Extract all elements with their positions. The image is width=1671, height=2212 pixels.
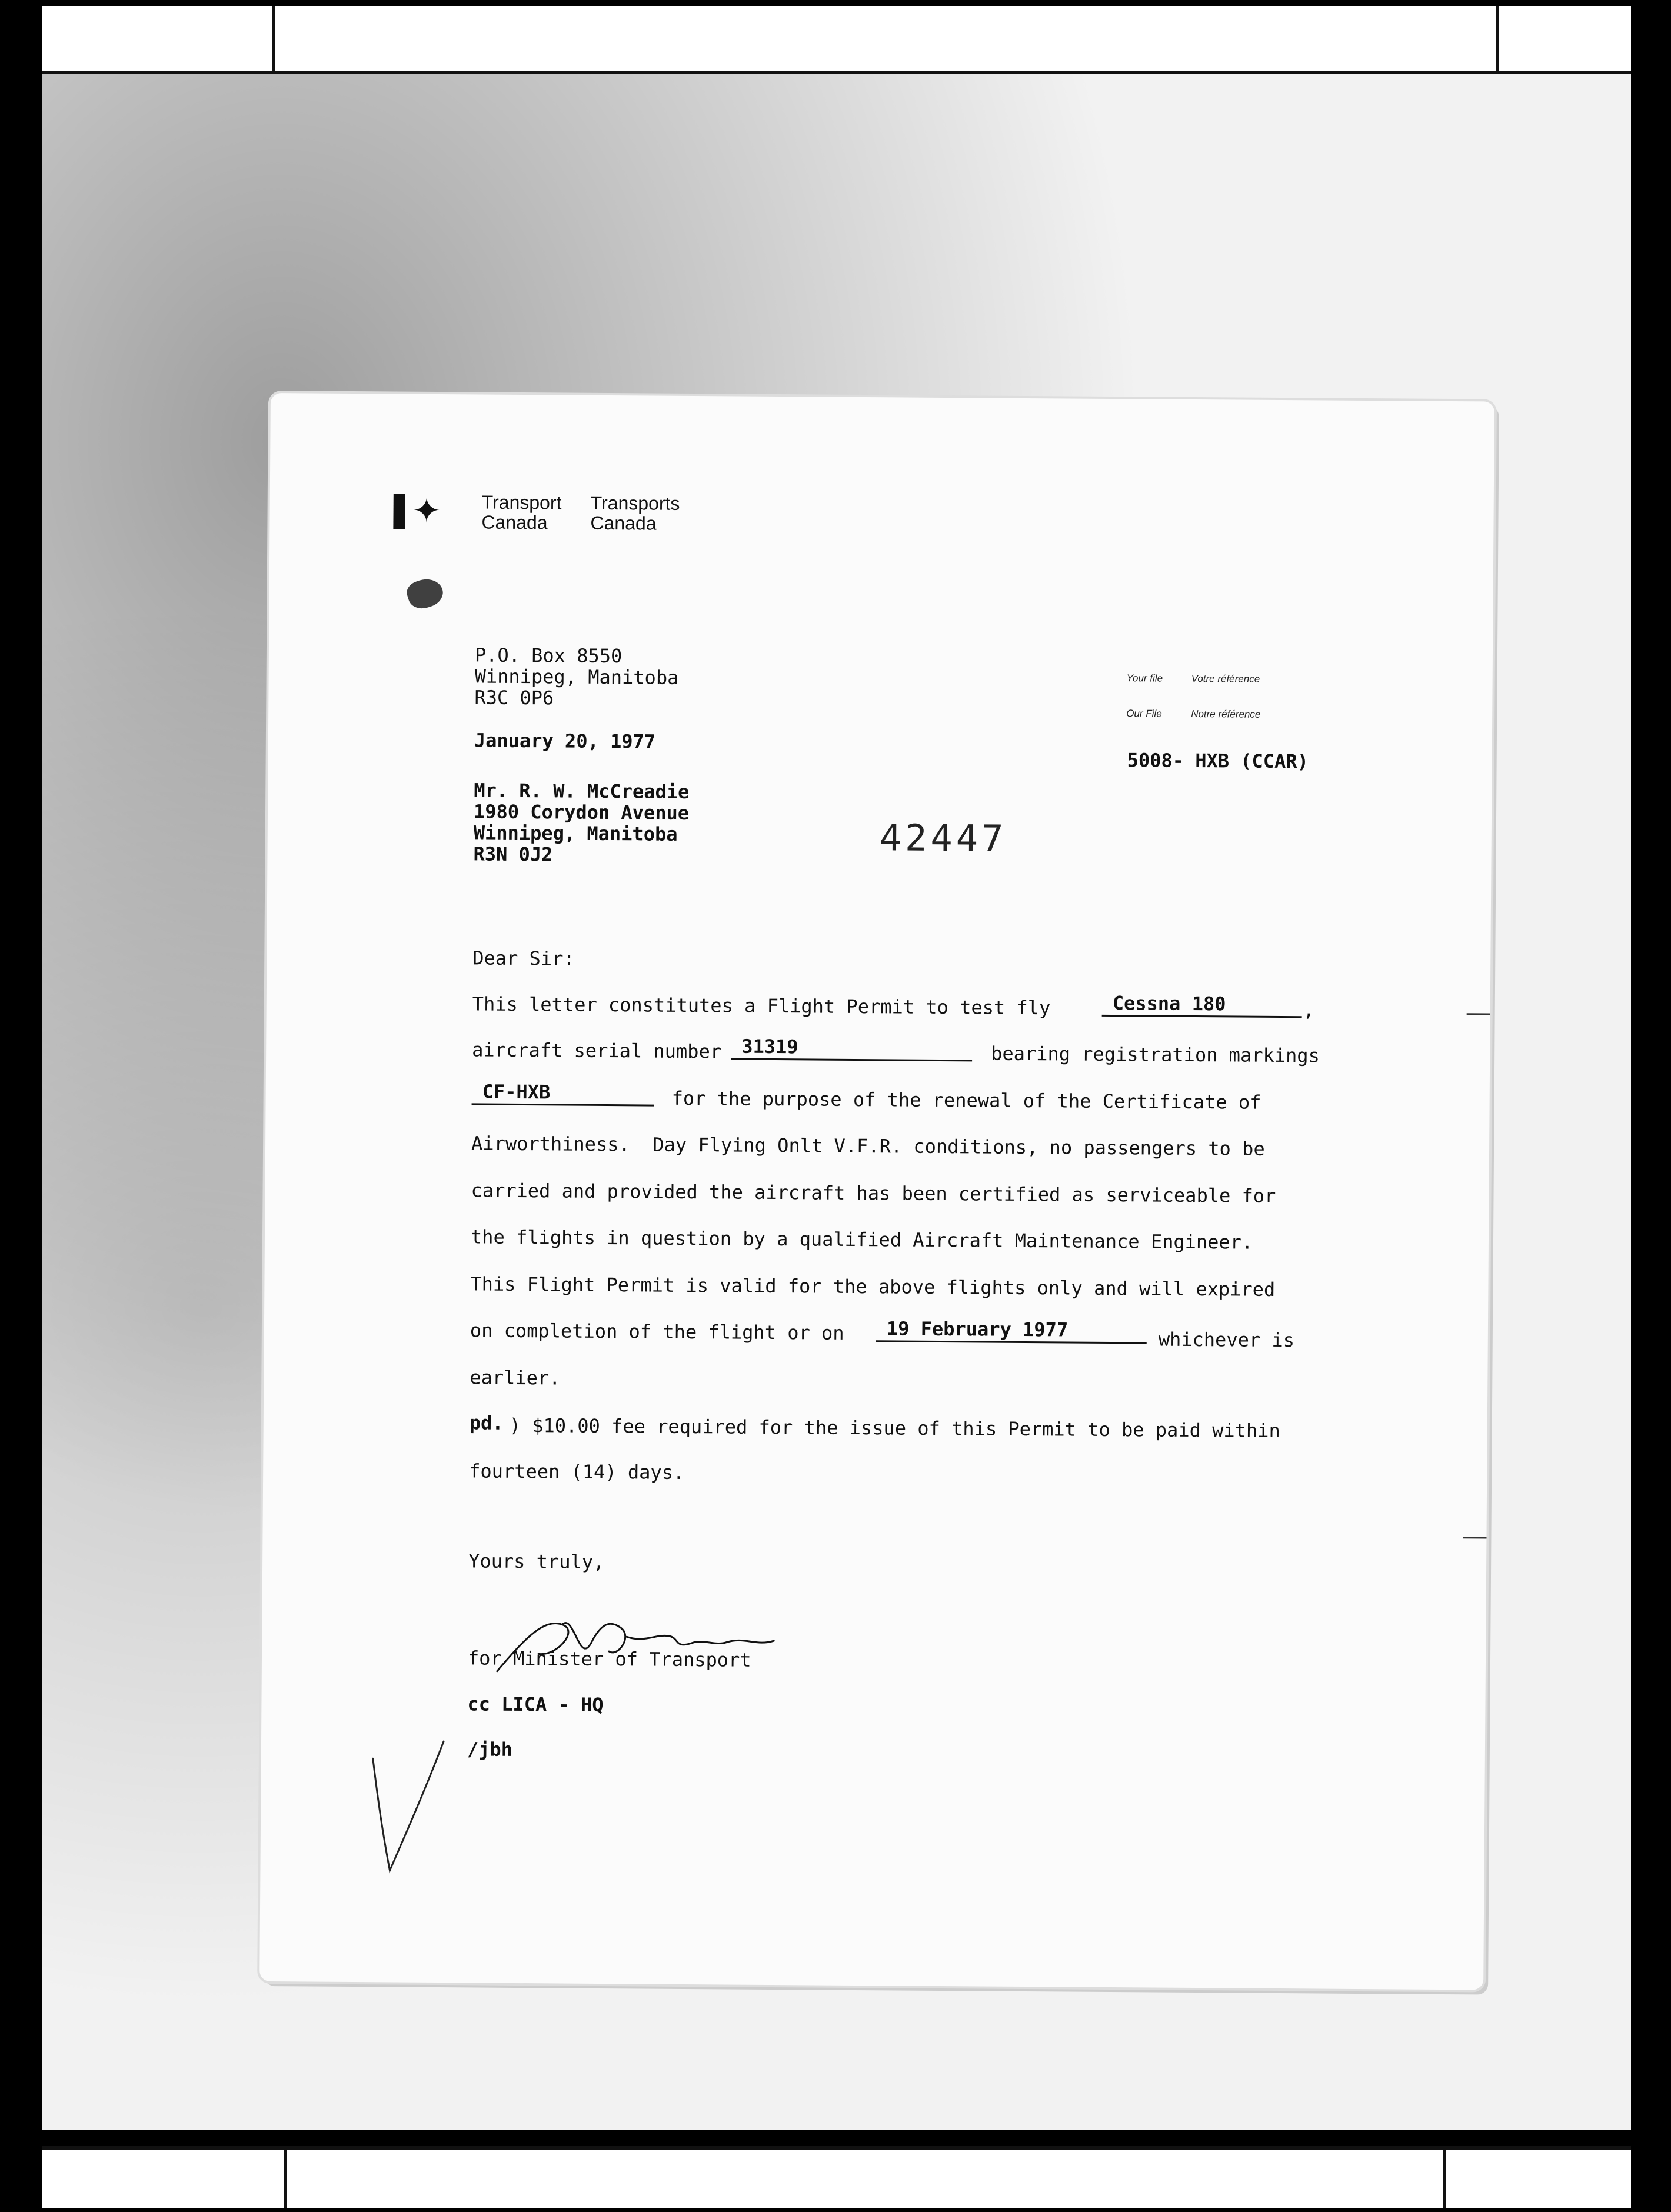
- body-line-2-end: bearing registration markings: [991, 1042, 1320, 1067]
- sender-address-line: P.O. Box 8550: [474, 644, 623, 668]
- sender-address-line: Winnipeg, Manitoba: [474, 665, 679, 689]
- body-line-5: carried and provided the aircraft has been certified as serviceable for: [471, 1179, 1276, 1207]
- body-line-2: aircraft serial number: [472, 1038, 722, 1063]
- body-line-8: on completion of the flight or on: [470, 1319, 844, 1344]
- margin-tick: [1463, 1537, 1486, 1538]
- your-file-label-fr: Votre référence: [1191, 672, 1260, 685]
- recipient-line: 1980 Corydon Avenue: [473, 800, 690, 824]
- handwritten-file-number: 42447: [879, 816, 1007, 860]
- org-name-en-2: Canada: [481, 511, 548, 534]
- body-line-7: This Flight Permit is valid for the above flights only and will expired: [470, 1272, 1276, 1301]
- body-line-10: ) $10.00 fee required for the issue of this Permit to be paid within: [509, 1414, 1280, 1443]
- letter-page: [259, 393, 1494, 1990]
- body-line-6: the flights in question by a qualified Aircraft Maintenance Engineer.: [470, 1225, 1253, 1254]
- handwritten-signature: [491, 1601, 798, 1685]
- your-file-label: Your file: [1126, 672, 1163, 684]
- our-file-value: 5008- HXB (CCAR): [1127, 749, 1309, 773]
- org-name-en-1: Transport: [481, 491, 562, 514]
- body-line-4: Airworthiness. Day Flying Onlt V.F.R. conditions, no passengers to be: [471, 1132, 1265, 1160]
- body-line-11: fourteen (14) days.: [469, 1460, 685, 1484]
- our-file-label-fr: Notre référence: [1191, 708, 1261, 720]
- sender-address-line: R3C 0P6: [474, 686, 554, 709]
- salutation: Dear Sir:: [472, 947, 575, 970]
- body-line-3: for the purpose of the renewal of the Certificate of: [671, 1087, 1261, 1114]
- body-line-1-end: ,: [1303, 998, 1315, 1021]
- org-name-fr-2: Canada: [590, 512, 657, 534]
- body-line-1: This letter constitutes a Flight Permit to test fly: [472, 992, 1051, 1020]
- maple-leaf-icon: ✦: [412, 490, 441, 531]
- registration-field: CF-HXB: [472, 1081, 654, 1106]
- recipient-line: R3N 0J2: [473, 842, 553, 866]
- check-mark-icon: [366, 1735, 450, 1877]
- body-line-9: earlier.: [470, 1366, 561, 1390]
- border-tick: [272, 6, 275, 71]
- border-tick: [1496, 6, 1499, 71]
- expiry-date-field: 19 February 1977: [876, 1318, 1147, 1344]
- initials: /jbh: [467, 1738, 513, 1761]
- bottom-border-strip: [42, 2146, 1631, 2208]
- closing: Yours truly,: [468, 1550, 605, 1574]
- signature-label: for Minister of Transport: [467, 1647, 751, 1671]
- cc-line: cc LICA - HQ: [467, 1693, 604, 1717]
- org-name-fr-1: Transports: [590, 492, 680, 514]
- our-file-label: Our File: [1126, 708, 1162, 719]
- border-tick: [284, 2150, 287, 2208]
- margin-tick: [1467, 1013, 1490, 1015]
- fee-paid-mark: pd.: [469, 1411, 504, 1434]
- recipient-line: Mr. R. W. McCreadie: [474, 779, 690, 803]
- recipient-line: Winnipeg, Manitoba: [473, 821, 678, 845]
- border-tick: [1443, 2150, 1446, 2208]
- letter-date: January 20, 1977: [474, 729, 656, 753]
- body-line-8-end: whichever is: [1158, 1328, 1295, 1352]
- top-border-strip: [42, 6, 1631, 74]
- ink-smudge: [404, 575, 447, 612]
- serial-number-field: 31319: [731, 1036, 972, 1061]
- aircraft-type-field: Cessna 180: [1102, 993, 1302, 1018]
- flag-bar-icon: [393, 494, 405, 529]
